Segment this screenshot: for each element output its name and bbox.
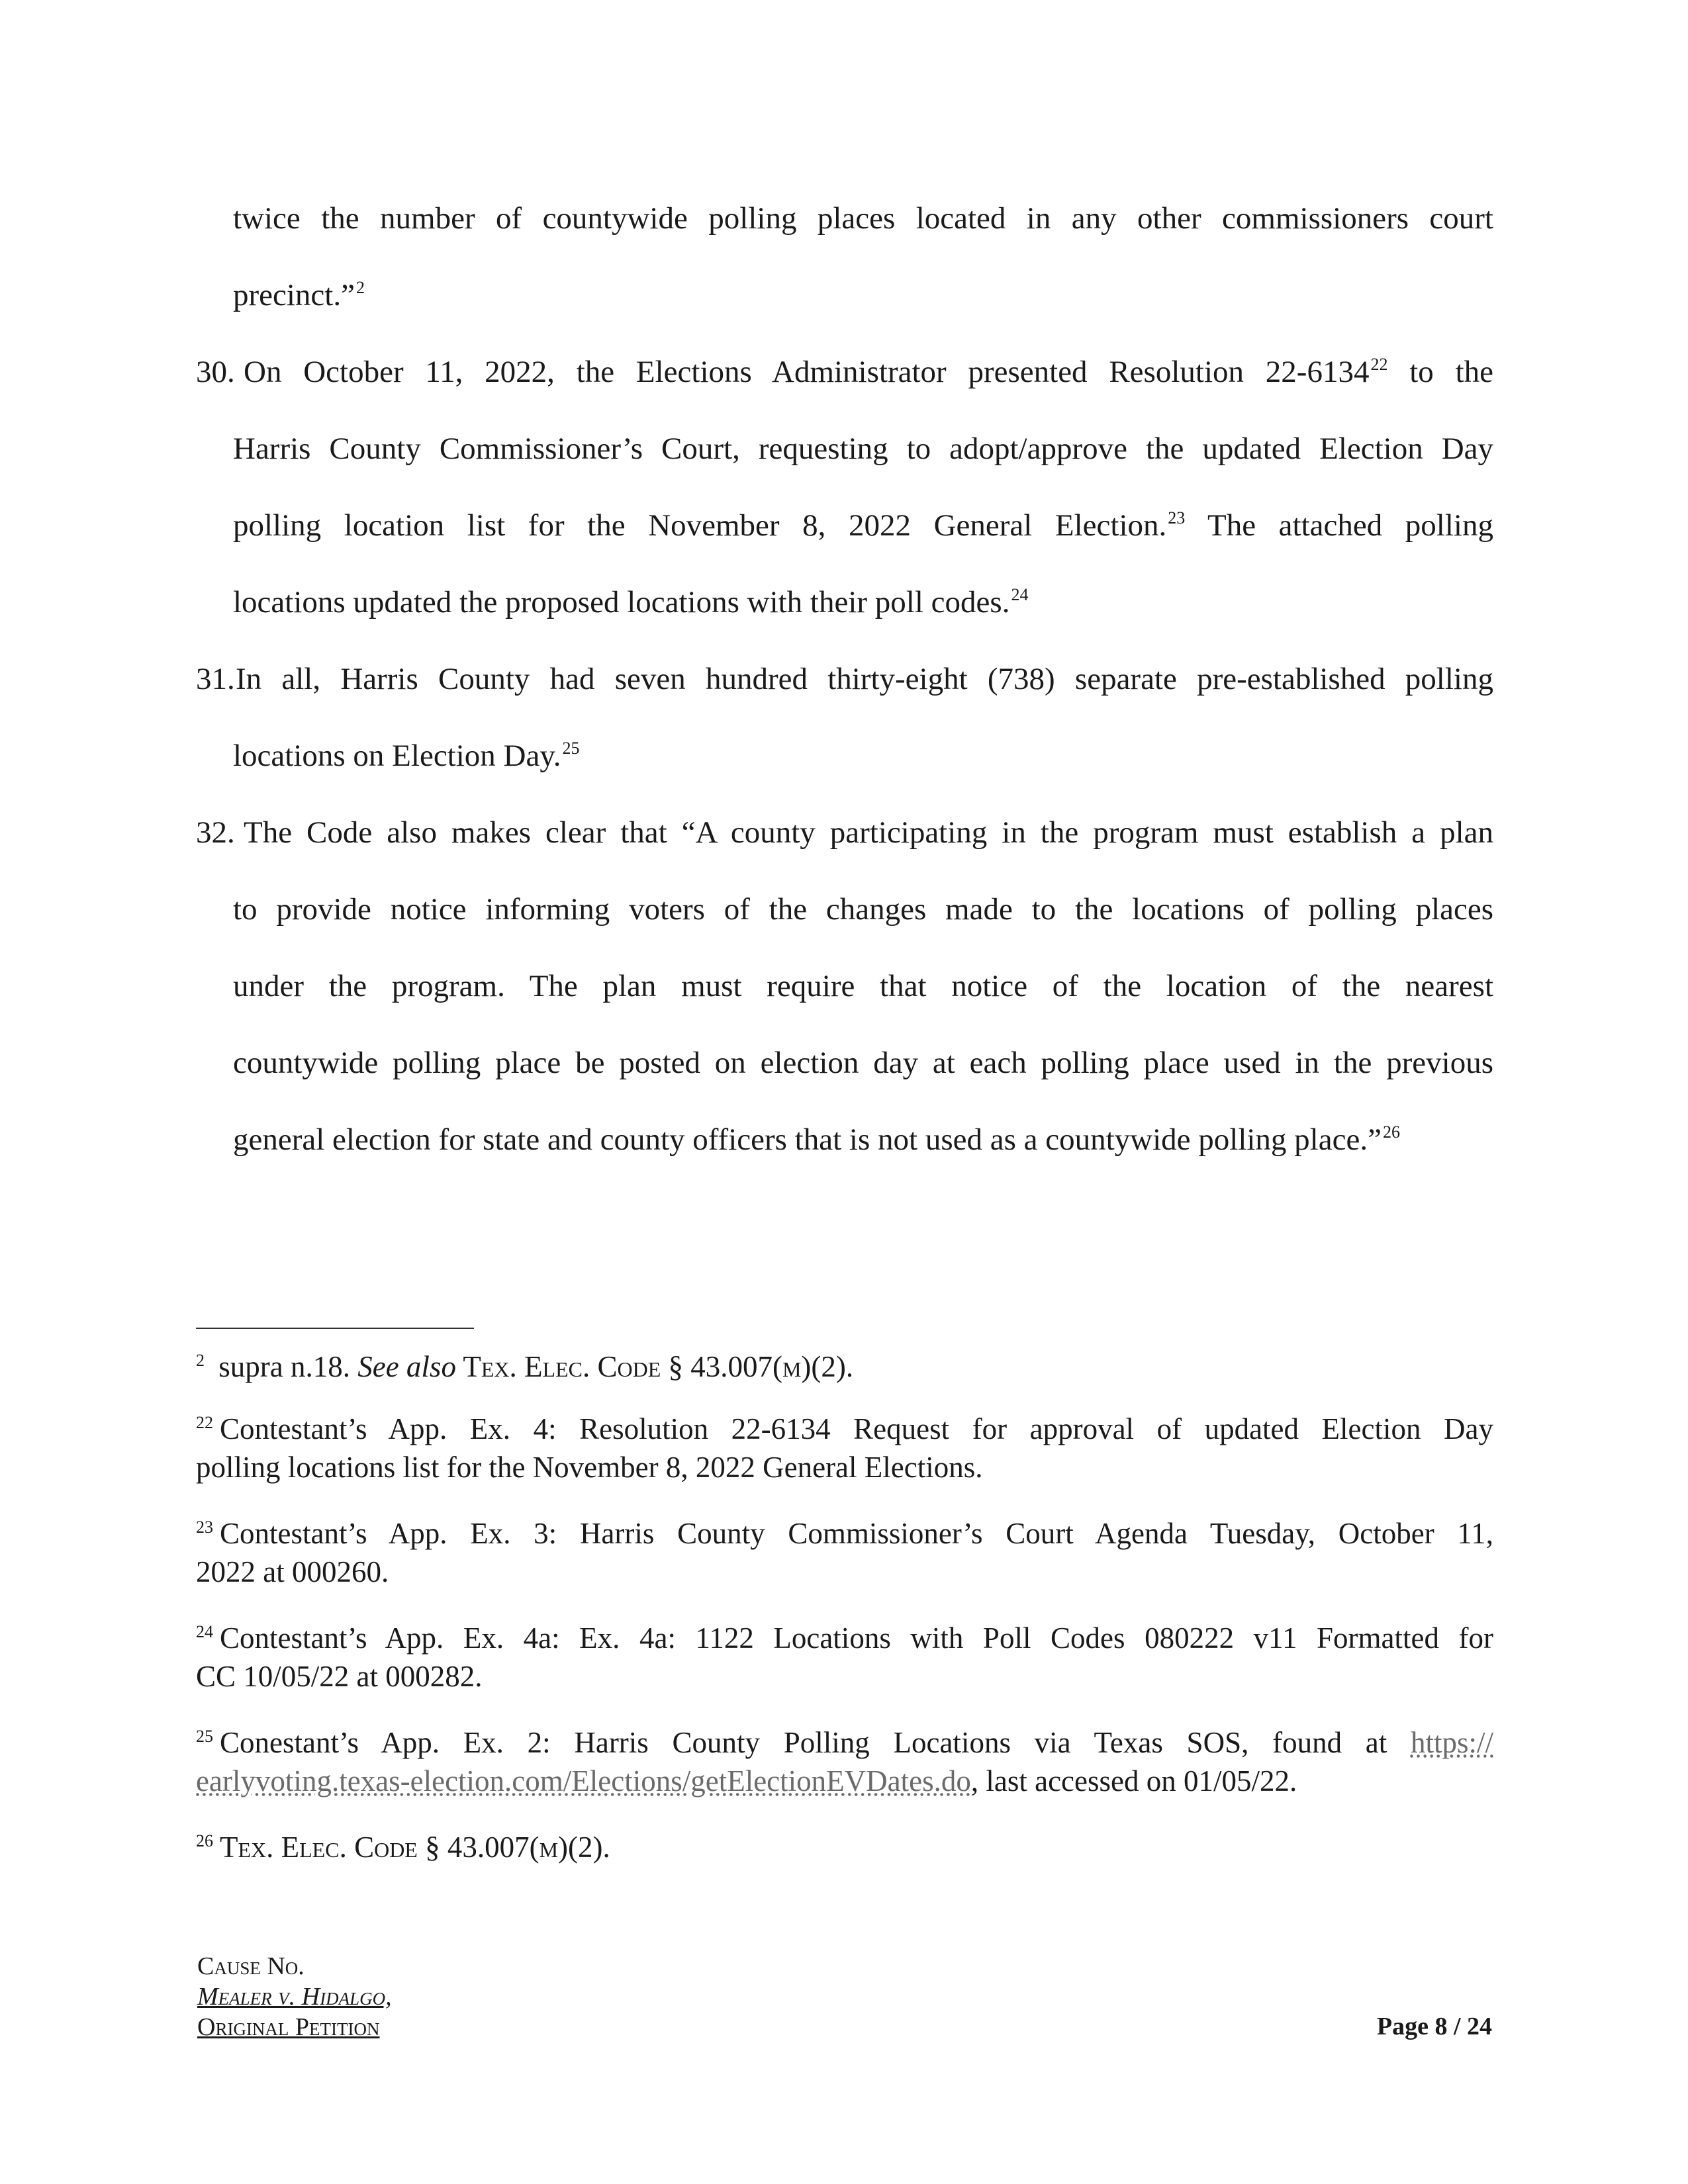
paragraph-number: 30.	[196, 355, 235, 389]
case-name: Mealer v. Hidalgo,	[197, 1983, 392, 2011]
footnote-ref[interactable]: 24	[1011, 585, 1029, 604]
body-line: locations updated the proposed locations with their poll codes.$^{24}$	[233, 585, 1029, 619]
document-type: Original Petition	[197, 2013, 380, 2041]
body-line: polling location list for the November 8, 2022 General Election.$^{23}$ The attached polling	[233, 508, 1493, 543]
footnote: $^{24}$ Contestant’s App. Ex. 4a: Ex. 4a: 1122 Locations with Poll Codes 080222 v11 Formatted for CC 10/05/22 at 000282.	[196, 1621, 1493, 1693]
source-link[interactable]: earlyvoting.texas-election.com/Elections/getElectionEVDates.do	[196, 1764, 971, 1797]
footnote: $^{22}$ Contestant’s App. Ex. 4: Resolution 22-6134 Request for approval of updated Election Day polling locations list for the November 8, 2022 General Elections.	[196, 1412, 1493, 1484]
footnote-ref[interactable]: 26	[1382, 1122, 1400, 1142]
paragraph-number: 32.	[196, 815, 235, 850]
cause-number: Cause No.	[197, 1952, 305, 1980]
footnote-mark: 25	[196, 1727, 213, 1746]
body-line: twice the number of countywide polling places located in any other commissioners court	[233, 201, 1493, 236]
body-line: On October 11, 2022, the Elections Administrator presented Resolution 22-6134$^{22}$ to the	[244, 355, 1493, 389]
body-line: locations on Election Day.$^{25}$	[233, 739, 580, 773]
footnote-mark: 23	[196, 1518, 213, 1537]
body-line: under the program. The plan must require that notice of the location of the nearest	[233, 969, 1493, 1003]
footnote: $^{25}$ Conestant’s App. Ex. 2: Harris County Polling Locations via Texas SOS, found at https:// earlyvoting.texas-election.com/Elections/getElectionEVDates.do, last accessed on 01/05/22.	[196, 1726, 1493, 1797]
page-number: Page 8 / 24	[1376, 2013, 1492, 2040]
footnote-mark: 22	[196, 1413, 213, 1432]
body-line: The Code also makes clear that “A county participating in the program must establish a plan	[244, 815, 1493, 850]
body-line: In all, Harris County had seven hundred thirty-eight (738) separate pre-established polling	[236, 662, 1493, 696]
footnote-mark: 24	[196, 1622, 213, 1641]
footer-case-info	[197, 1951, 392, 2042]
footnote-mark: 26	[196, 1831, 213, 1850]
body-line: Harris County Commissioner’s Court, requesting to adopt/approve the updated Election Day	[233, 432, 1493, 466]
paragraph-number: 31.	[196, 662, 235, 696]
source-link[interactable]: https://	[1410, 1726, 1493, 1759]
footnote-ref[interactable]: 2	[355, 278, 365, 297]
body-line: to provide notice informing voters of the changes made to the locations of polling places	[233, 892, 1493, 927]
footnote-ref[interactable]: 25	[562, 739, 580, 758]
footnote: $^2$ supra n.18. See also Tex. Elec. Code § 43.007(m)(2).	[196, 1350, 854, 1383]
footnote: $^{23}$ Contestant’s App. Ex. 3: Harris County Commissioner’s Court Agenda Tuesday, October 11, 2022 at 000260.	[196, 1517, 1493, 1588]
body-line: general election for state and county officers that is not used as a countywide polling place.”$^{26}$	[233, 1122, 1400, 1157]
see-also-signal: See also	[357, 1350, 456, 1383]
footnote-divider	[196, 1328, 474, 1329]
body-line: countywide polling place be posted on election day at each polling place used in the previous	[233, 1046, 1493, 1080]
body-line: precinct.”$^2$	[233, 278, 365, 312]
footnote: $^{26}$ Tex. Elec. Code § 43.007(m)(2).	[196, 1831, 610, 1864]
footnote-mark: 2	[196, 1351, 205, 1370]
footnote-ref[interactable]: 23	[1168, 508, 1186, 527]
footnote-ref[interactable]: 22	[1370, 355, 1388, 374]
